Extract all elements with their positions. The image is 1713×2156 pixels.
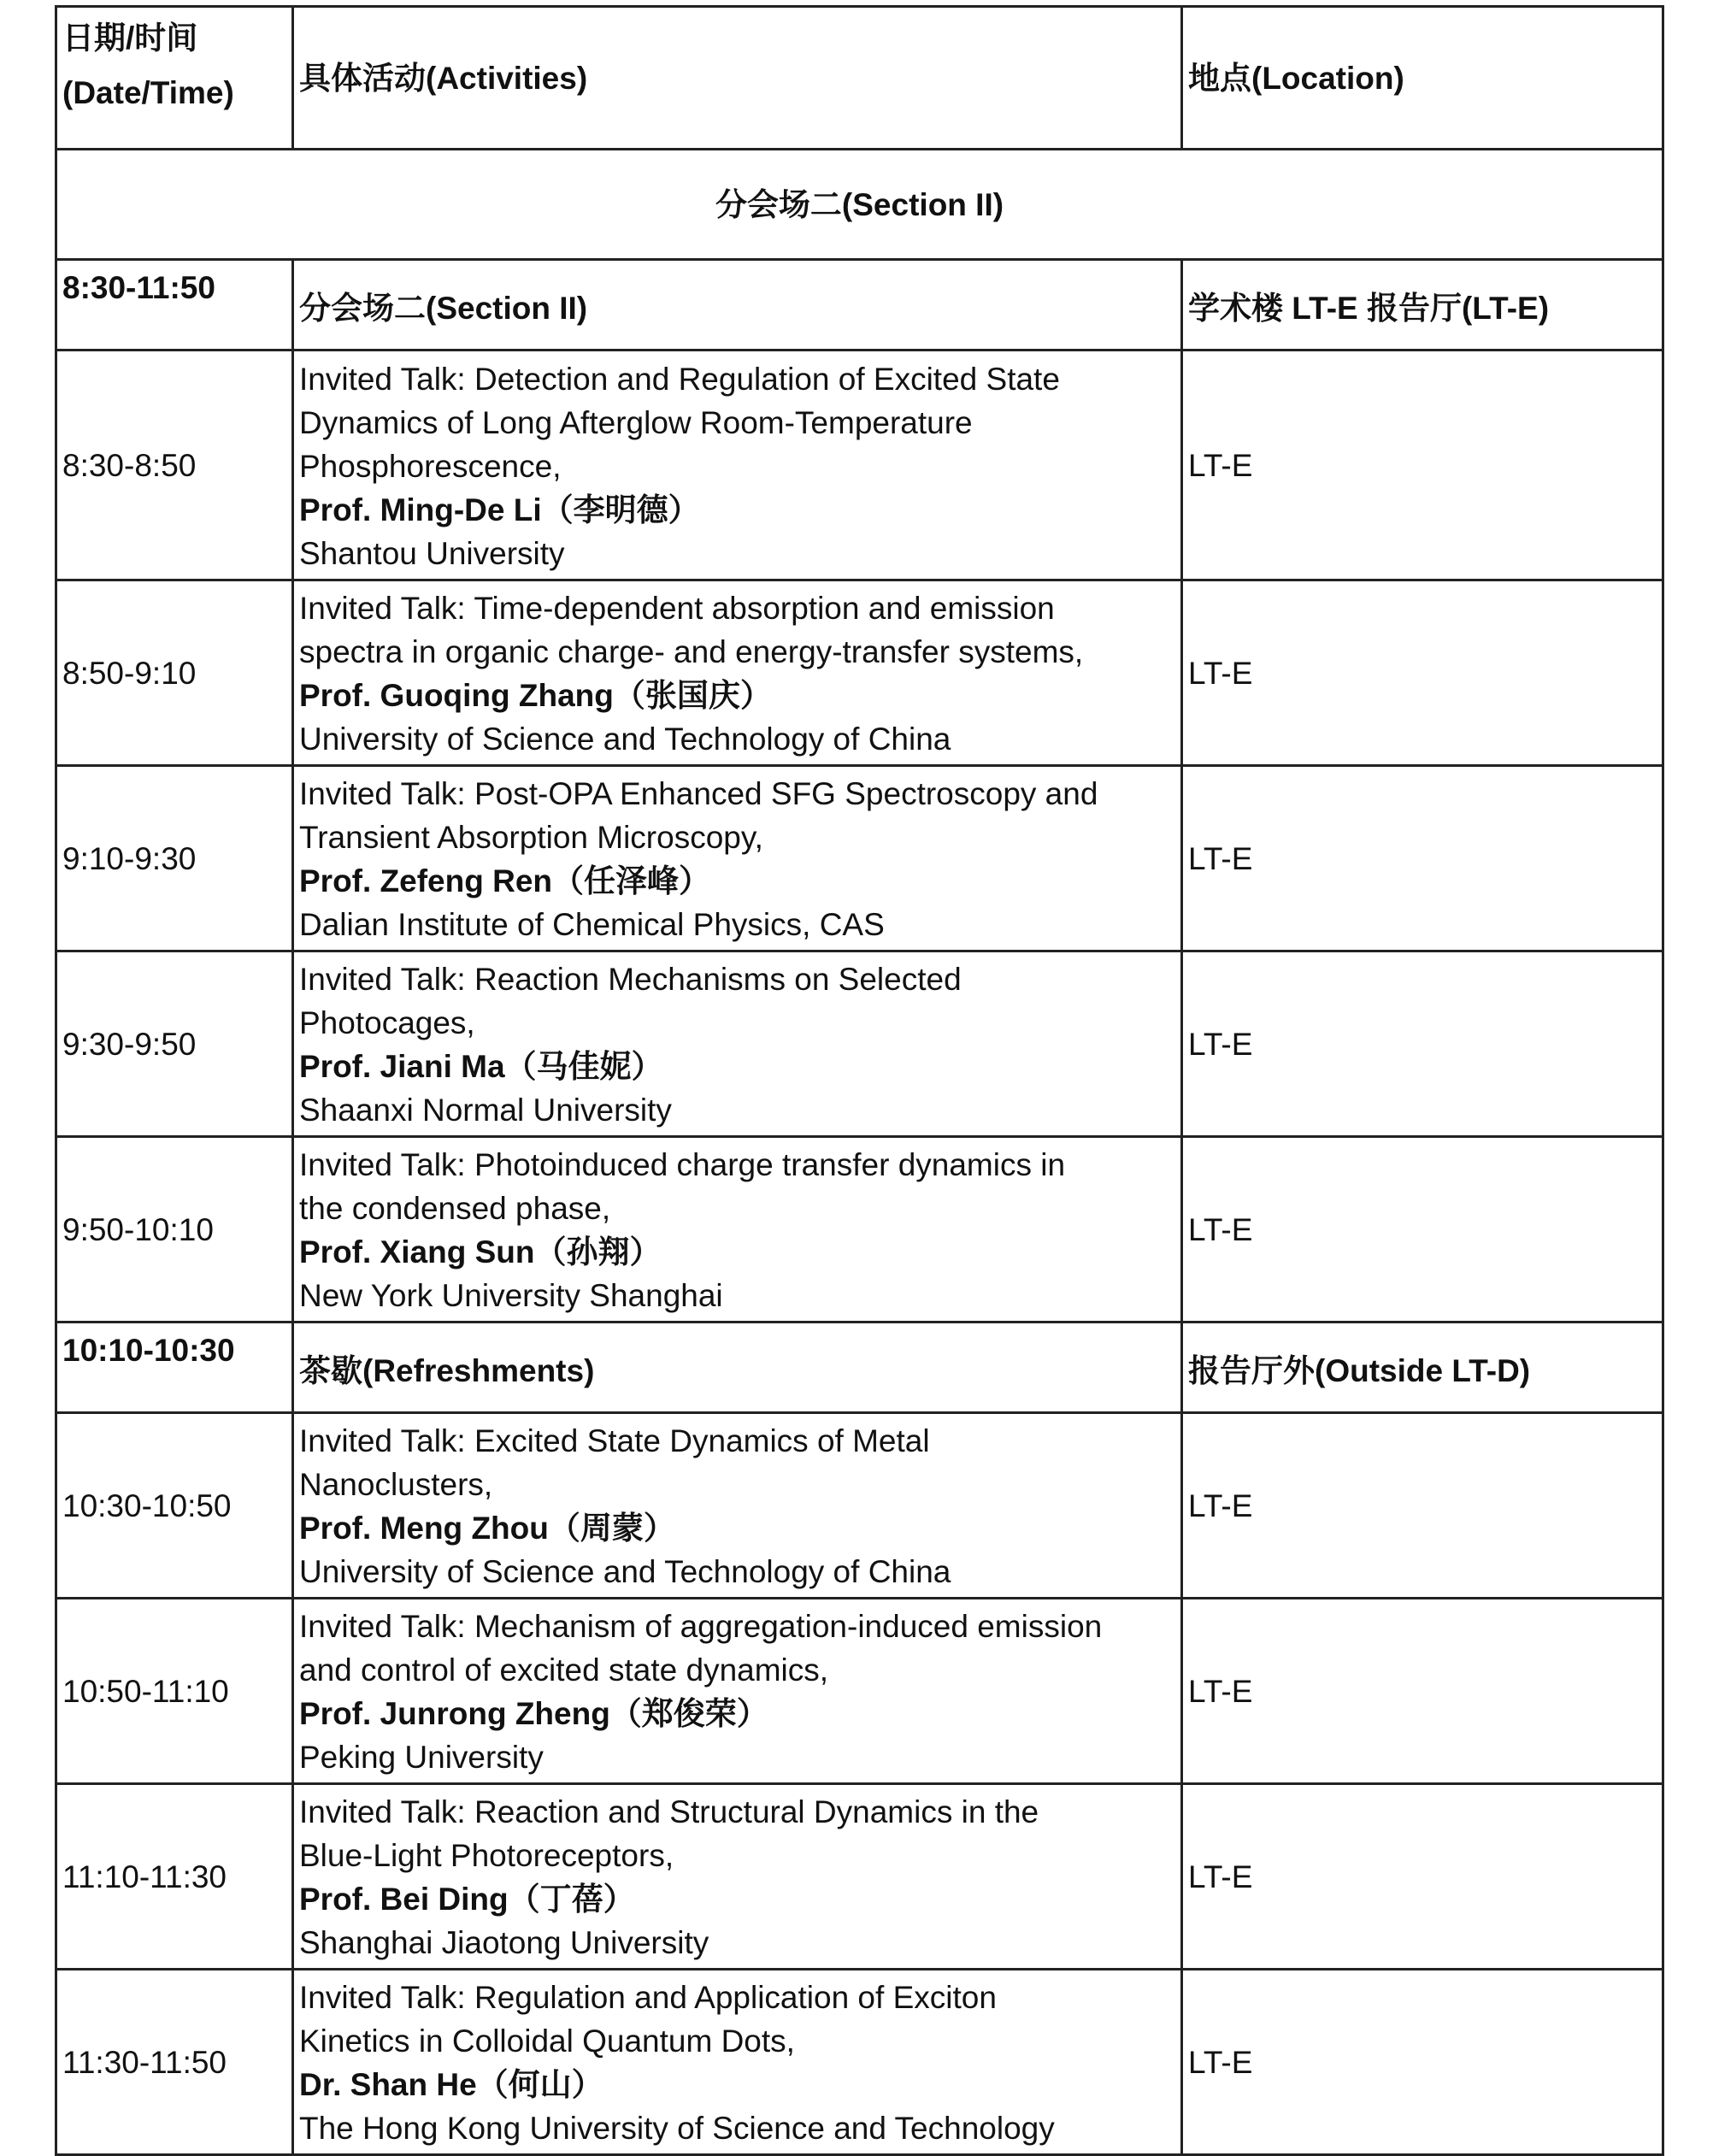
talk-speaker: Prof. Zefeng Ren（任泽峰）: [299, 863, 711, 898]
break-time: 10:10-10:30: [56, 1322, 293, 1413]
talk-affiliation: Shanghai Jiaotong University: [299, 1925, 709, 1960]
talk-title-line: Invited Talk: Regulation and Application of Exciton: [299, 1980, 997, 2015]
talk-time-text: 9:30-9:50: [62, 1026, 197, 1062]
talk-title-line: and control of excited state dynamics,: [299, 1652, 829, 1688]
talk-title-line: Invited Talk: Mechanism of aggregation-induced emission: [299, 1609, 1103, 1644]
talk-time: [56, 580, 293, 766]
talk-location-text: LT-E: [1188, 1673, 1253, 1709]
talk-title-line: Invited Talk: Reaction and Structural Dynamics in the: [299, 1794, 1039, 1829]
talk-location-text: LT-E: [1188, 1026, 1253, 1062]
talk-speaker: Prof. Xiang Sun（孙翔）: [299, 1234, 662, 1269]
talk-row: [56, 1599, 1663, 1784]
talk-title-line: Kinetics in Colloidal Quantum Dots,: [299, 2023, 795, 2059]
talk-activity: [293, 951, 1182, 1137]
talk-title-line: Blue-Light Photoreceptors,: [299, 1838, 674, 1873]
talk-title-line: Invited Talk: Time-dependent absorption and emission: [299, 591, 1055, 626]
talk-location-text: LT-E: [1188, 1487, 1253, 1523]
talk-affiliation: Peking University: [299, 1740, 544, 1775]
session-time: 8:30-11:50: [56, 260, 293, 350]
talk-location: [1182, 766, 1663, 951]
talk-time-text: 9:10-9:30: [62, 840, 197, 876]
talk-time: [56, 350, 293, 580]
talk-title-line: Invited Talk: Post-OPA Enhanced SFG Spectroscopy and: [299, 776, 1098, 811]
talk-location: [1182, 951, 1663, 1137]
talk-row: [56, 350, 1663, 580]
talk-title-line: spectra in organic charge- and energy-transfer systems,: [299, 634, 1084, 669]
session-activity: 分会场二(Section II): [293, 260, 1182, 350]
talk-location-text: LT-E: [1188, 1211, 1253, 1247]
talk-time-text: 11:30-11:50: [62, 2044, 227, 2080]
talk-location: [1182, 580, 1663, 766]
talk-location-text: LT-E: [1188, 2044, 1253, 2080]
talk-location-text: LT-E: [1188, 840, 1253, 876]
talk-activity: [293, 1970, 1182, 2155]
talk-time-text: 11:10-11:30: [62, 1859, 227, 1894]
talk-affiliation: The Hong Kong University of Science and Technology: [299, 2111, 1055, 2146]
talk-speaker: Prof. Junrong Zheng（郑俊荣）: [299, 1696, 768, 1731]
talk-row: [56, 766, 1663, 951]
talk-row: [56, 951, 1663, 1137]
talk-title-line: Invited Talk: Detection and Regulation of Excited State: [299, 361, 1060, 397]
talk-time-text: 8:50-9:10: [62, 655, 197, 691]
talk-title-line: the condensed phase,: [299, 1191, 611, 1226]
talk-title-line: Nanoclusters,: [299, 1467, 493, 1502]
header-time-line1: 日期/时间: [62, 21, 198, 56]
break-activity: 茶歇(Refreshments): [293, 1322, 1182, 1413]
talk-activity: [293, 1599, 1182, 1784]
break-location: 报告厅外(Outside LT-D): [1182, 1322, 1663, 1413]
talk-time: [56, 766, 293, 951]
talk-speaker: Prof. Ming-De Li（李明德）: [299, 492, 700, 527]
header-row: [56, 7, 1663, 150]
talk-speaker: Dr. Shan He（何山）: [299, 2067, 603, 2102]
talk-speaker: Prof. Meng Zhou（周蒙）: [299, 1511, 675, 1546]
break-row: [56, 1322, 1663, 1413]
talk-row: [56, 1784, 1663, 1970]
talk-title-line: Invited Talk: Photoinduced charge transfer dynamics in: [299, 1147, 1066, 1182]
talk-row: [56, 1970, 1663, 2155]
talk-time: [56, 1137, 293, 1322]
talk-location: [1182, 350, 1663, 580]
talk-affiliation: University of Science and Technology of China: [299, 1554, 951, 1589]
talk-speaker: Prof. Bei Ding（丁蓓）: [299, 1882, 635, 1917]
talk-activity: [293, 766, 1182, 951]
header-date-time: [56, 7, 293, 150]
talk-location-text: LT-E: [1188, 655, 1253, 691]
talk-location-text: LT-E: [1188, 447, 1253, 483]
talk-location: [1182, 1970, 1663, 2155]
talk-time: [56, 1599, 293, 1784]
schedule-table: [55, 5, 1664, 2156]
talk-time: [56, 951, 293, 1137]
talk-affiliation: University of Science and Technology of China: [299, 722, 951, 757]
talk-row: [56, 580, 1663, 766]
talk-time-text: 8:30-8:50: [62, 447, 197, 483]
talk-time-text: 10:30-10:50: [62, 1487, 232, 1523]
section-title-row: [56, 150, 1663, 260]
talk-affiliation: New York University Shanghai: [299, 1278, 723, 1313]
talk-title-line: Dynamics of Long Afterglow Room-Temperature: [299, 404, 973, 440]
talk-affiliation: Dalian Institute of Chemical Physics, CAS: [299, 907, 885, 942]
talk-activity: [293, 1137, 1182, 1322]
talk-title-line: Invited Talk: Excited State Dynamics of Metal: [299, 1423, 930, 1458]
talk-activity: [293, 1413, 1182, 1599]
talk-title-line: Phosphorescence,: [299, 448, 562, 484]
talk-row: [56, 1137, 1663, 1322]
talk-time: [56, 1413, 293, 1599]
header-location: 地点(Location): [1182, 7, 1663, 150]
talk-time-text: 9:50-10:10: [62, 1211, 214, 1247]
talk-location: [1182, 1137, 1663, 1322]
talk-title-line: Photocages,: [299, 1005, 475, 1040]
talk-speaker: Prof. Guoqing Zhang（张国庆）: [299, 678, 772, 713]
session-location: 学术楼 LT-E 报告厅(LT-E): [1182, 260, 1663, 350]
talk-title-line: Invited Talk: Reaction Mechanisms on Selected: [299, 962, 962, 997]
talk-location: [1182, 1599, 1663, 1784]
talk-location: [1182, 1784, 1663, 1970]
talk-location-text: LT-E: [1188, 1859, 1253, 1894]
talk-time: [56, 1784, 293, 1970]
session-row: [56, 260, 1663, 350]
header-time-line2: (Date/Time): [62, 75, 234, 110]
talk-activity: [293, 580, 1182, 766]
talk-activity: [293, 350, 1182, 580]
talk-title-line: Transient Absorption Microscopy,: [299, 820, 763, 855]
talk-time: [56, 1970, 293, 2155]
talk-affiliation: Shaanxi Normal University: [299, 1093, 672, 1128]
section-title: 分会场二(Section II): [56, 150, 1663, 260]
header-activities: 具体活动(Activities): [293, 7, 1182, 150]
talk-speaker: Prof. Jiani Ma（马佳妮）: [299, 1049, 663, 1084]
talk-affiliation: Shantou University: [299, 535, 565, 571]
talk-time-text: 10:50-11:10: [62, 1673, 229, 1709]
talk-activity: [293, 1784, 1182, 1970]
talk-location: [1182, 1413, 1663, 1599]
talk-row: [56, 1413, 1663, 1599]
